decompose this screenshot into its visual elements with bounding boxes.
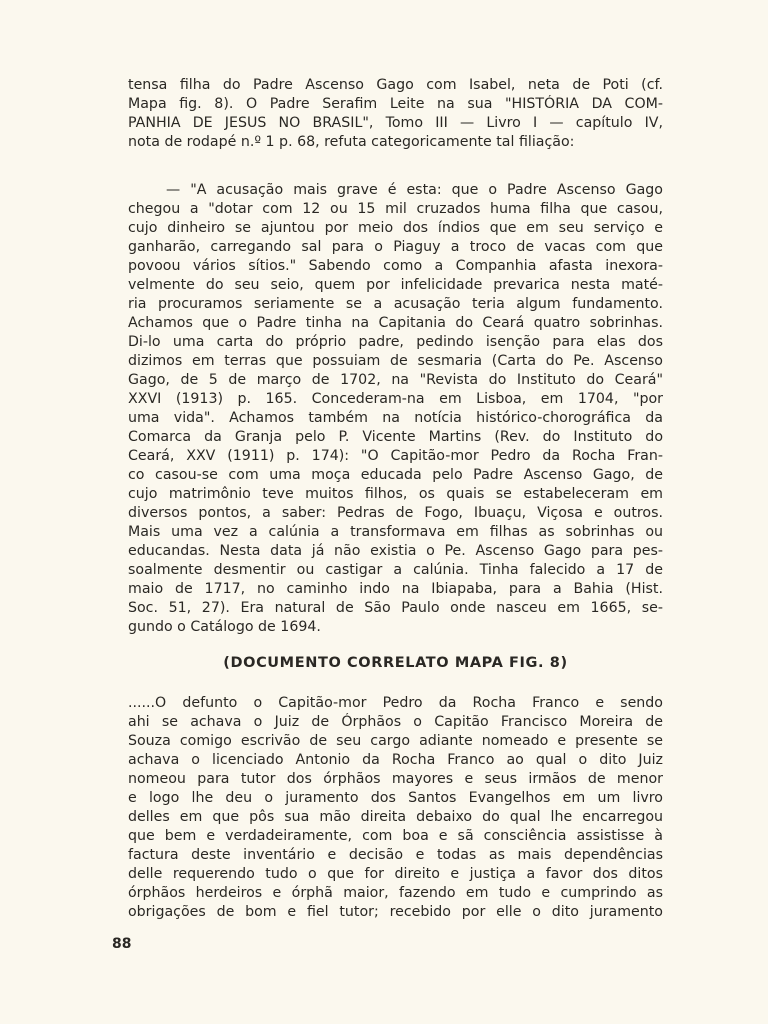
text-line: tensa filha do Padre Ascenso Gago com Isabel, neta de Poti (cf.: [128, 77, 663, 93]
text-line: Di-lo uma carta do próprio padre, pedindo isenção para elas dos: [128, 334, 663, 350]
text-line: obrigações de bom e fiel tutor; recebido por elle o dito juramento: [128, 904, 663, 920]
text-line: XXVI (1913) p. 165. Concederam-na em Lisboa, em 1704, "por: [128, 391, 663, 407]
section-heading: (DOCUMENTO CORRELATO MAPA FIG. 8): [223, 655, 568, 671]
text-line: ganharão, carregando sal para o Piaguy a troco de vacas com que: [128, 239, 663, 255]
text-line: uma vida". Achamos também na notícia histórico-chorográfica da: [128, 410, 663, 426]
paragraph-document-excerpt: [128, 694, 663, 922]
text-line: órphãos herdeiros e órphã maior, fazendo em tudo e cumprindo as: [128, 885, 663, 901]
text-line: Achamos que o Padre tinha na Capitania do Ceará quatro sobrinhas.: [128, 315, 663, 331]
text-line: Soc. 51, 27). Era natural de São Paulo onde nasceu em 1665, se-: [128, 600, 663, 616]
text-line: Gago, de 5 de março de 1702, na "Revista do Instituto do Ceará": [128, 372, 663, 388]
text-line: diversos pontos, a saber: Pedras de Fogo, Ibuaçu, Viçosa e outros.: [128, 505, 663, 521]
text-line: delle requerendo tudo o que for direito e justiça a favor dos ditos: [128, 866, 663, 882]
text-line: delles em que pôs sua mão direita debaixo do qual lhe encarregou: [128, 809, 663, 825]
text-line: gundo o Catálogo de 1694.: [128, 619, 321, 635]
text-line: cujo dinheiro se ajuntou por meio dos índios que em seu serviço e: [128, 220, 663, 236]
text-line: achava o licenciado Antonio da Rocha Franco ao qual o dito Juiz: [128, 752, 663, 768]
text-line: Mapa fig. 8). O Padre Serafim Leite na sua "HISTÓRIA DA COM-: [128, 96, 663, 112]
text-line: nomeou para tutor dos órphãos mayores e seus irmãos de menor: [128, 771, 663, 787]
text-line: Ceará, XXV (1911) p. 174): "O Capitão-mor Pedro da Rocha Fran-: [128, 448, 663, 464]
text-line: cujo matrimônio teve muitos filhos, os quais se estabeleceram em: [128, 486, 663, 502]
text-line: povoou vários sítios." Sabendo como a Companhia afasta inexora-: [128, 258, 663, 274]
text-line: co casou-se com uma moça educada pelo Padre Ascenso Gago, de: [128, 467, 663, 483]
text-line: nota de rodapé n.º 1 p. 68, refuta categoricamente tal filiação:: [128, 134, 575, 150]
text-line: velmente do seu seio, quem por infelicidade prevarica nesta maté-: [128, 277, 663, 293]
text-line: maio de 1717, no caminho indo na Ibiapaba, para a Bahia (Hist.: [128, 581, 663, 597]
text-line: Comarca da Granja pelo P. Vicente Martins (Rev. do Instituto do: [128, 429, 663, 445]
text-line: PANHIA DE JESUS NO BRASIL", Tomo III — Livro I — capítulo IV,: [128, 115, 663, 131]
paragraph-continuation: [128, 76, 663, 152]
text-line: que bem e verdadeiramente, com boa e sã consciência assistisse à: [128, 828, 663, 844]
text-line: soalmente desmentir ou castigar a calúnia. Tinha falecido a 17 de: [128, 562, 663, 578]
text-line: ......O defunto o Capitão-mor Pedro da Rocha Franco e sendo: [128, 695, 663, 711]
text-line: ahi se achava o Juiz de Órphãos o Capitão Francisco Moreira de: [128, 714, 663, 730]
text-line: chegou a "dotar com 12 ou 15 mil cruzados huma filha que casou,: [128, 201, 663, 217]
text-line: Mais uma vez a calúnia a transformava em filhas as sobrinhas ou: [128, 524, 663, 540]
text-line: Souza comigo escrivão de seu cargo adiante nomeado e presente se: [128, 733, 663, 749]
text-line: dizimos em terras que possuiam de sesmaria (Carta do Pe. Ascenso: [128, 353, 663, 369]
text-line: ria procuramos seriamente se a acusação teria algum fundamento.: [128, 296, 663, 312]
paragraph-quotation: [128, 181, 663, 637]
text-line: educandas. Nesta data já não existia o Pe. Ascenso Gago para pes-: [128, 543, 663, 559]
page-number: 88: [112, 936, 132, 952]
text-line: e logo lhe deu o juramento dos Santos Evangelhos em um livro: [128, 790, 663, 806]
text-line: factura deste inventário e decisão e todas as mais dependências: [128, 847, 663, 863]
text-line: — "A acusação mais grave é esta: que o Padre Ascenso Gago: [166, 182, 663, 198]
